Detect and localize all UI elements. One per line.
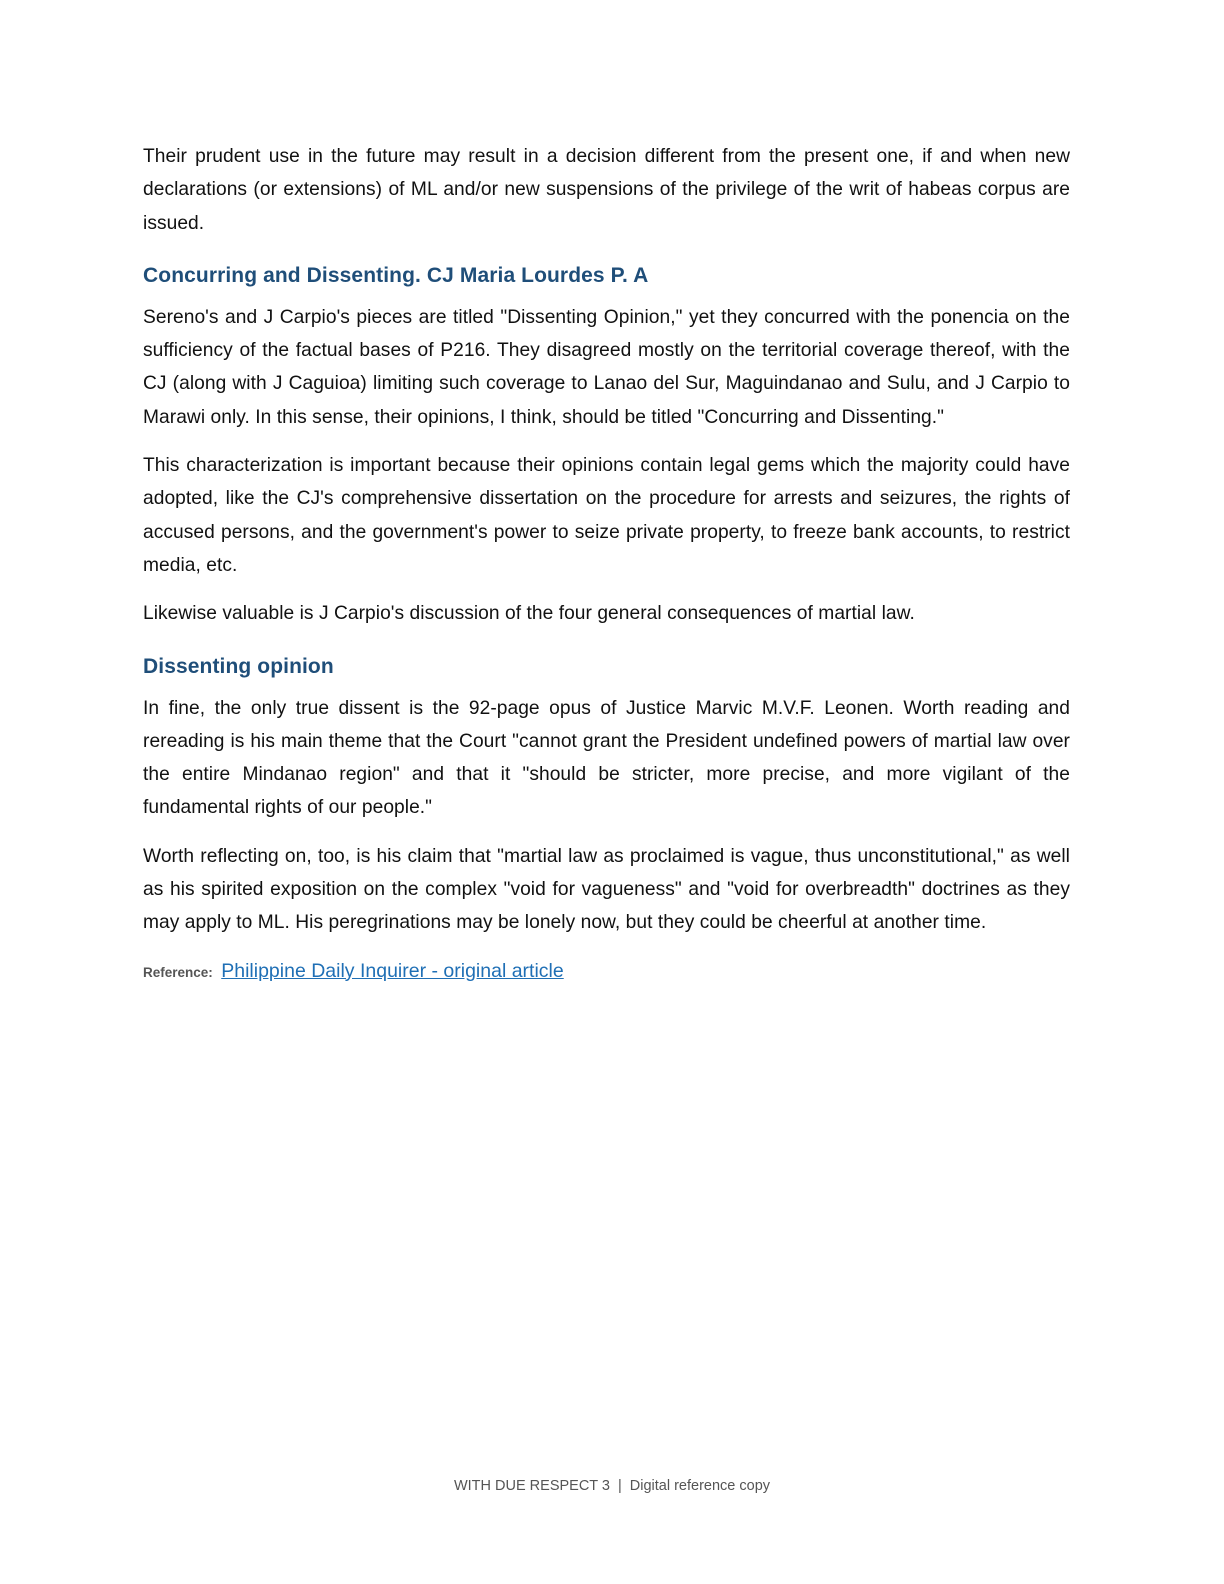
paragraph-leonen-dissent: In fine, the only true dissent is the 92-page opus of Justice Marvic M.V.F. Leonen. Worth reading and rereading is his main theme that the Court "cannot grant the President undefined powers of martial law over the entire Mindanao region" and that it "should be stricter, more precise, and more vigilant of the fundamental rights of our people." (143, 697, 1070, 819)
document-body (143, 140, 1070, 987)
paragraph-characterization: This characterization is important because their opinions contain legal gems which the majority could have adopted, like the CJ's comprehensive dissertation on the procedure for arrests and seizures, the rights of accused persons, and the government's power to seize private property, to freeze bank accounts, to restrict media, etc. (143, 455, 1070, 576)
section-heading-concurring-dissenting: Concurring and Dissenting. CJ Maria Lourdes P. A (143, 263, 649, 287)
reference-link[interactable]: Philippine Daily Inquirer - original article (221, 959, 564, 982)
paragraph-leonen-claim: Worth reflecting on, too, is his claim that "martial law as proclaimed is vague, thus unconstitutional," as well as his spirited exposition on the complex "void for vagueness" and "void for overbreadth" doctrines as they may apply to ML. His peregrinations may be lonely now, but they could be cheerful at another time. (143, 845, 1070, 934)
reference-label: Reference: (143, 964, 213, 980)
reference-line (143, 957, 1070, 987)
paragraph-carpio-discussion: Likewise valuable is J Carpio's discussion of the four general consequences of martial law. (143, 603, 915, 625)
paragraph-dissenting-opinion-titles: Sereno's and J Carpio's pieces are titled "Dissenting Opinion," yet they concurred with the ponencia on the sufficiency of the factual bases of P216. They disagreed mostly on the territorial coverage thereof, with the CJ (along with J Caguioa) limiting such coverage to Lanao del Sur, Maguindanao and Sulu, and J Carpio to Marawi only. In this sense, their opinions, I think, should be titled "Concurring and Dissenting." (143, 306, 1070, 428)
section-heading-dissenting-opinion: Dissenting opinion (143, 654, 334, 678)
footer-page-label: WITH DUE RESPECT 3 (453, 1478, 610, 1494)
footer-copy-label: Digital reference copy (629, 1478, 771, 1494)
intro-paragraph: Their prudent use in the future may result in a decision different from the present one, if and when new declarations (or extensions) of ML and/or new suspensions of the privilege of the writ of habeas corpus are issued. (143, 146, 1070, 234)
footer-separator: | (618, 1478, 622, 1494)
page-footer (0, 1478, 1224, 1494)
